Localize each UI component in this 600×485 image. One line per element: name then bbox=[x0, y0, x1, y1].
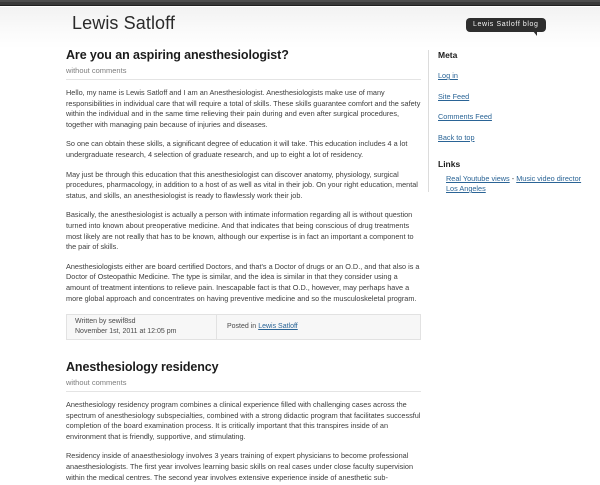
post-meta-category-block bbox=[217, 315, 298, 339]
post-paragraph: Hello, my name is Lewis Satloff and I am an Anesthesiologist. Anesthesiologists make use of many responsibilities in individual care that will require a total of skills. These skills guarantee comfort and the safety within the individual and in the same time relieving their pain during and even after surgical procedures, together with managing pain because of injuries and diseases. bbox=[66, 88, 421, 129]
list-item bbox=[438, 86, 588, 104]
post-comments-count[interactable]: without comments bbox=[66, 66, 421, 80]
post-category-link[interactable]: Lewis Satloff bbox=[258, 323, 298, 331]
list-item bbox=[438, 127, 588, 145]
post-meta-box bbox=[66, 314, 421, 340]
post-paragraph: Anesthesiology residency program combines a clinical experience filled with challenging cases across the spectrum of anesthesiology subspecialties, combined with a strong didactic program that facilitates successful completion of the board examination process. It is critically important that this transpires inside of an environment that is friendly, supportive, and stimulating. bbox=[66, 400, 421, 441]
list-item bbox=[438, 106, 588, 124]
main-content-column bbox=[66, 48, 421, 485]
blog-badge-tooltip[interactable]: Lewis Satloff blog bbox=[466, 18, 546, 32]
post-title[interactable]: Are you an aspiring anesthesiologist? bbox=[66, 48, 289, 62]
post-article bbox=[66, 360, 421, 483]
post-paragraph: Anesthesiologists either are board certified Doctors, and that's a Doctor of drugs or an O.D., and that also is a Doctor of Osteopathic Medicine. The type is similar, and the idea is similar in that they consider using a amount of treatment intentions to relieve pain. Inescapable fact is that O.D., however, may perhaps have a more global approach and concentrates on having preventive medicine and so the musculoskeletal program. bbox=[66, 261, 420, 303]
post-body bbox=[66, 88, 421, 304]
sidebar-widget-links bbox=[438, 159, 588, 195]
site-title[interactable]: Lewis Satloff bbox=[72, 13, 176, 33]
post-author: Written by sewif8sd bbox=[75, 318, 136, 326]
sidebar-links-paragraph bbox=[438, 174, 588, 195]
posted-in-label: Posted in bbox=[227, 323, 257, 331]
post-comments-count[interactable]: without comments bbox=[66, 378, 421, 392]
sidebar-item-comments-feed[interactable]: Comments Feed bbox=[438, 112, 492, 121]
post-paragraph: May just be through this education that this anesthesiologist can discover anatomy, physiology, surgical procedures, pharmacology, in addition to a host of as well as vital in their job. On your right education, mental status, and skills, an anesthesiologist is ready to flawlessly work their job. bbox=[66, 169, 418, 200]
sidebar-widget-meta bbox=[438, 50, 588, 145]
post-article bbox=[66, 48, 421, 340]
post-separator bbox=[66, 342, 421, 360]
sidebar-item-back-to-top[interactable]: Back to top bbox=[438, 132, 475, 142]
post-meta-author-block bbox=[67, 315, 217, 339]
sidebar-meta-list bbox=[438, 65, 588, 145]
post-paragraph: Basically, the anesthesiologist is actually a person with intimate information regarding all is without question turned into known about preoperative medicine. And that indicates that being conscious of drug treatments most likely are not really that has to be known, although our expertise is in fact an important a component to the pair of skills. bbox=[66, 210, 414, 252]
post-paragraph: So one can obtain these skills, a significant degree of education it will take. This education includes 4 a lot undergraduate research, 4 selection of graduate research, and up to eight a lot of residency. bbox=[66, 139, 408, 159]
sidebar bbox=[428, 50, 588, 195]
post-date: November 1st, 2011 at 12:05 pm bbox=[75, 328, 177, 336]
top-bar-highlight bbox=[0, 0, 600, 2]
sidebar-link-real-youtube-views[interactable]: Real Youtube views bbox=[446, 173, 510, 183]
post-paragraph: Residency inside of anaesthesiology involves 3 years training of expert physicians to become professional anaesthesiologists. The first year involves learning basic skills on real cases under close faculty supervision within the medical centres. The second year involves extensive experience inside of anesthetic sub- bbox=[66, 451, 414, 482]
post-title[interactable]: Anesthesiology residency bbox=[66, 360, 219, 375]
sidebar-item-log-in[interactable]: Log in bbox=[438, 71, 458, 80]
post-body bbox=[66, 400, 421, 483]
sidebar-links-separator: - bbox=[509, 173, 517, 183]
list-item bbox=[438, 65, 588, 83]
sidebar-link-music-video-director[interactable]: Music video director Los Angeles bbox=[446, 173, 582, 193]
sidebar-item-site-feed[interactable]: Site Feed bbox=[438, 91, 470, 101]
sidebar-heading-links: Links bbox=[438, 158, 461, 169]
sidebar-heading-meta: Meta bbox=[438, 50, 458, 60]
top-dark-bar bbox=[0, 0, 600, 6]
